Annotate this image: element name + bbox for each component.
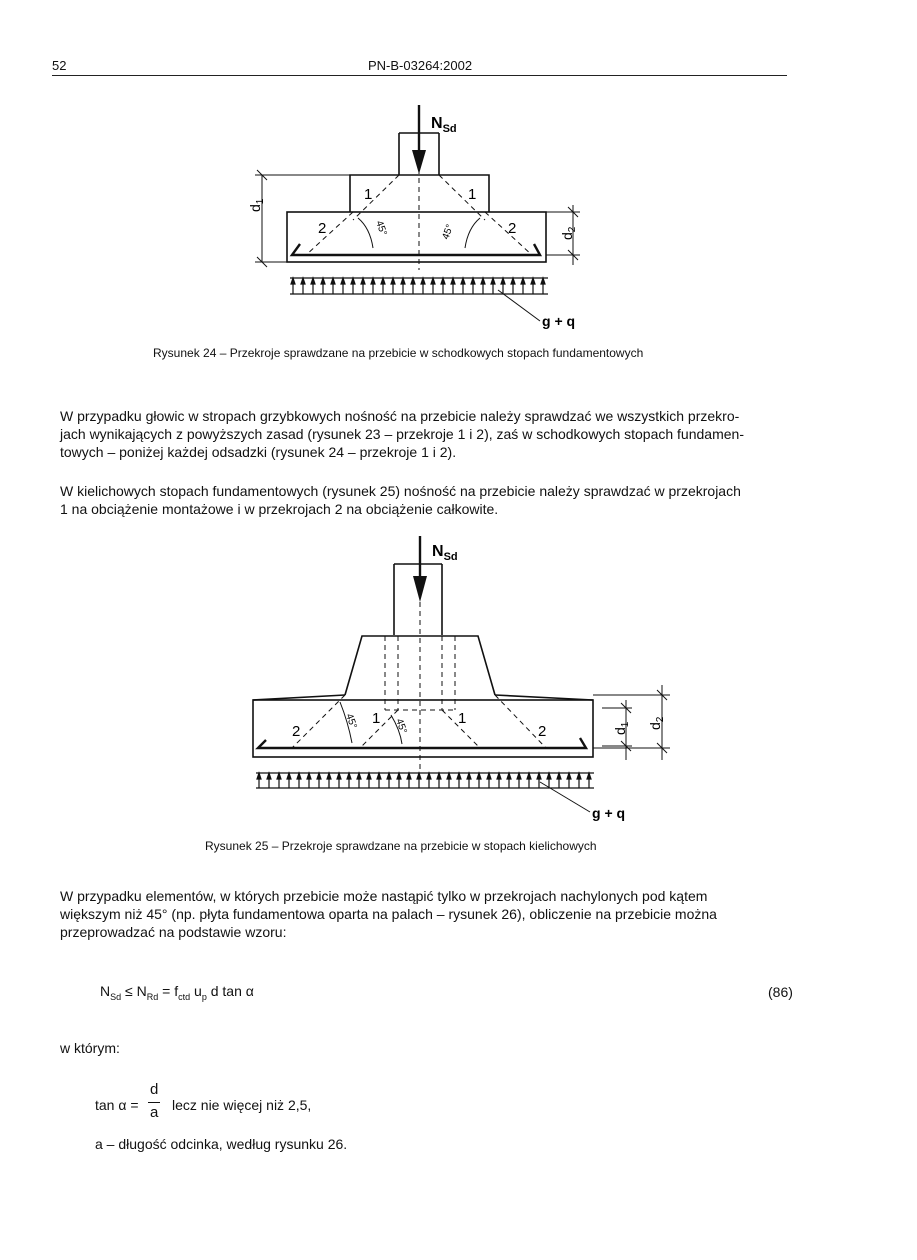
load-arrow-head <box>431 278 435 284</box>
fig24-angle-left: 45° <box>373 219 389 238</box>
standard-title: PN-B-03264:2002 <box>368 58 473 73</box>
load-arrow-head <box>327 773 331 779</box>
load-arrow-head <box>387 773 391 779</box>
paragraph-2-line: W kielichowych stopach fundamentowych (rysunek 25) nośność na przebicie należy sprawdzać w przekrojach <box>60 483 741 499</box>
load-arrow-head <box>397 773 401 779</box>
load-arrow-head <box>401 278 405 284</box>
load-arrow-head <box>487 773 491 779</box>
load-arrow-head <box>267 773 271 779</box>
load-arrow-head <box>297 773 301 779</box>
load-arrow-head <box>511 278 515 284</box>
fig25-force-label: $N_{Sd}$ <box>432 543 458 563</box>
fig25-d2-label: $d_2$ <box>647 716 666 730</box>
fig25-label-1-left: 1 <box>372 710 381 727</box>
load-arrow-head <box>427 773 431 779</box>
load-arrow-head <box>321 278 325 284</box>
fig25-label-1-right: 1 <box>458 710 467 727</box>
fig24-label-2-left: 2 <box>318 220 327 237</box>
fraction-bar <box>148 1102 160 1103</box>
tan-condition: lecz nie więcej niż 2,5, <box>172 1097 312 1113</box>
load-arrow-head <box>497 773 501 779</box>
paragraph-1-line: jach wynikających z powyższych zasad (rysunek 23 – przekroje 1 i 2), zaś w schodkowych stopach fundamen- <box>60 426 744 442</box>
load-arrow-head <box>347 773 351 779</box>
paragraph-1-line: W przypadku głowic w stropach grzybkowych nośność na przebicie należy sprawdzać we wszystkich przekro- <box>60 408 740 424</box>
fig24-force-label: $N_{Sd}$ <box>431 115 457 135</box>
load-arrow-head <box>361 278 365 284</box>
load-arrow-head <box>457 773 461 779</box>
load-arrow-head <box>311 278 315 284</box>
formula-number: (86) <box>768 984 793 1000</box>
load-arrow-head <box>531 278 535 284</box>
load-arrow-head <box>257 773 261 779</box>
load-arrow-head <box>567 773 571 779</box>
fig25-label-2-left: 2 <box>292 723 301 740</box>
tan-lhs: tan α = <box>95 1097 139 1113</box>
load-arrow-head <box>447 773 451 779</box>
load-arrow-head <box>421 278 425 284</box>
load-arrow-head <box>461 278 465 284</box>
load-arrow-head <box>437 773 441 779</box>
fig25-angle-left: 45° <box>343 712 359 731</box>
fig25-d1-label: $d_1$ <box>612 721 631 735</box>
fig24-angle-right: 45° <box>440 223 456 242</box>
tan-denominator: a <box>150 1104 159 1121</box>
paragraph-1-line: towych – poniżej każdej odsadzki (rysunek 24 – przekroje 1 i 2). <box>60 444 457 460</box>
load-arrow-head <box>441 278 445 284</box>
load-arrow-head <box>407 773 411 779</box>
load-arrow-head <box>417 773 421 779</box>
load-arrow-head <box>501 278 505 284</box>
load-arrow-head <box>381 278 385 284</box>
load-arrow-head <box>351 278 355 284</box>
fig24-load-label: g + q <box>542 313 576 329</box>
tan-numerator: d <box>150 1081 159 1098</box>
a-definition: a – długość odcinka, według rysunku 26. <box>95 1136 348 1152</box>
load-arrow-head <box>541 278 545 284</box>
fig24-label-1-right: 1 <box>468 186 477 203</box>
load-arrow-head <box>557 773 561 779</box>
load-arrow-head <box>481 278 485 284</box>
load-arrow-head <box>301 278 305 284</box>
paragraph-3-line: przeprowadzać na podstawie wzoru: <box>60 924 287 940</box>
paragraph-2-line: 1 na obciążenie montażowe i w przekrojach 2 na obciążenie całkowite. <box>60 501 499 517</box>
load-arrow-head <box>411 278 415 284</box>
load-arrow-head <box>291 278 295 284</box>
load-arrow-head <box>477 773 481 779</box>
page-number: 52 <box>52 58 67 73</box>
paragraph-3-line: większym niż 45° (np. płyta fundamentowa oparta na palach – rysunek 26), obliczenie na przebicie można <box>60 906 717 922</box>
paragraph-2 <box>60 482 795 518</box>
paragraph-3 <box>60 887 795 941</box>
load-arrow-head <box>517 773 521 779</box>
load-arrow-head <box>471 278 475 284</box>
load-arrow-head <box>307 773 311 779</box>
fig24-d2-label: $d_2$ <box>559 226 578 240</box>
load-arrow-head <box>491 278 495 284</box>
load-arrow-head <box>537 773 541 779</box>
load-arrow-head <box>587 773 591 779</box>
paragraph-1 <box>60 407 795 461</box>
load-arrow-head <box>451 278 455 284</box>
load-arrow-head <box>371 278 375 284</box>
load-arrow-head <box>521 278 525 284</box>
load-arrow-head <box>341 278 345 284</box>
load-arrow-head <box>357 773 361 779</box>
fig25-load-label: g + q <box>592 805 626 821</box>
load-arrow-head <box>277 773 281 779</box>
load-arrow-head <box>391 278 395 284</box>
header-rule <box>52 75 787 76</box>
load-arrow-head <box>331 278 335 284</box>
fig25-label-2-right: 2 <box>538 723 547 740</box>
figure-25-diagram <box>240 530 680 825</box>
tan-definition <box>95 1080 395 1130</box>
fig25-angle-inner: 45° <box>393 717 409 736</box>
load-arrow-head <box>287 773 291 779</box>
figure-24-caption: Rysunek 24 – Przekroje sprawdzane na przebicie w schodkowych stopach fundamentowych <box>153 346 644 360</box>
formula-86: $N_{Sd} \le N_{Rd} = f_{ctd}$ $u_p$ d tan α <box>100 983 254 1002</box>
paragraph-3-line: W przypadku elementów, w których przebicie może nastąpić tylko w przekrojach nachylonych pod kątem <box>60 888 708 904</box>
load-arrow-head <box>507 773 511 779</box>
load-arrow-head <box>317 773 321 779</box>
figure-24-diagram <box>240 100 600 335</box>
load-arrow-head <box>527 773 531 779</box>
load-arrow-head <box>377 773 381 779</box>
fig24-label-1-left: 1 <box>364 186 373 203</box>
fig24-label-2-right: 2 <box>508 220 517 237</box>
load-arrow-head <box>577 773 581 779</box>
load-arrow-head <box>467 773 471 779</box>
figure-25-caption: Rysunek 25 – Przekroje sprawdzane na przebicie w stopach kielichowych <box>205 839 597 853</box>
fig24-d1-label: $d_1$ <box>247 198 266 212</box>
load-arrow-head <box>367 773 371 779</box>
load-arrow-head <box>547 773 551 779</box>
load-arrow-head <box>337 773 341 779</box>
where-label: w którym: <box>60 1040 120 1056</box>
